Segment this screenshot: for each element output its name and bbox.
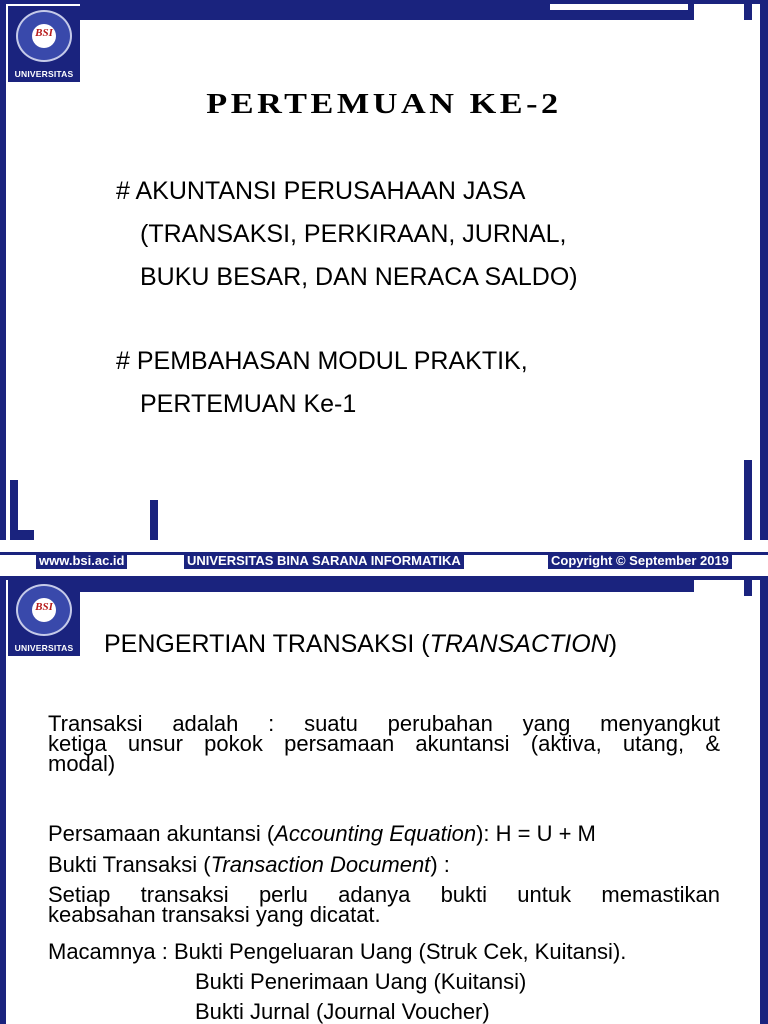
top-bar-upper (80, 4, 550, 10)
slide-footer (0, 540, 768, 572)
top-right-tick (744, 576, 752, 596)
types-label: Macamnya : (48, 939, 174, 964)
bullet-line: # AKUNTANSI PERUSAHAAN JASA (116, 177, 526, 205)
document-italic: Transaction Document (210, 852, 431, 877)
logo-seal (16, 10, 72, 62)
equation-suffix: ): H = U + M (476, 821, 596, 846)
title-italic: TRANSACTION (429, 630, 609, 658)
university-logo (8, 6, 80, 82)
right-inner-bar (744, 460, 752, 540)
slide-title: PERTEMUAN KE-2 (206, 88, 562, 120)
bottom-tick (150, 500, 158, 540)
type-item: Bukti Pengeluaran Uang (Struk Cek, Kuitansi). (173, 939, 627, 964)
left-border (0, 576, 6, 1024)
logo-caption: UNIVERSITAS (14, 643, 74, 653)
logo-seal (16, 584, 72, 636)
title-suffix: ) (608, 630, 618, 658)
paragraph-line: ketiga unsur pokok persamaan akuntansi (aktiva, utang, & (48, 731, 720, 756)
type-item: Bukti Jurnal (Journal Voucher) (195, 999, 490, 1024)
right-border (760, 576, 768, 1024)
right-border (760, 0, 768, 540)
document-prefix: Bukti Transaksi ( (48, 852, 211, 877)
title-prefix: PENGERTIAN TRANSAKSI ( (104, 630, 430, 658)
left-corner (18, 530, 34, 540)
equation-italic: Accounting Equation (274, 821, 477, 846)
types-row (48, 940, 626, 964)
bullet-akuntansi (116, 170, 578, 299)
paragraph-line: keabsahan transaksi yang dicatat. (48, 902, 381, 927)
bullet-pembahasan (116, 340, 528, 426)
top-right-tick (744, 0, 752, 20)
logo-seal-text: BSI (35, 27, 53, 39)
left-inner-bar (10, 480, 18, 540)
document-line (48, 853, 450, 877)
paragraph-line: Setiap transaksi perlu adanya bukti untuk memastikan (48, 882, 720, 907)
university-logo (8, 580, 80, 656)
bullet-line: BUKU BESAR, DAN NERACA SALDO) (140, 263, 578, 291)
bullet-line: PERTEMUAN Ke-1 (140, 390, 357, 418)
bullet-line: (TRANSAKSI, PERKIRAAN, JURNAL, (140, 220, 567, 248)
logo-caption: UNIVERSITAS (14, 69, 74, 79)
type-item: Bukti Penerimaan Uang (Kuitansi) (195, 969, 527, 994)
left-border (0, 0, 6, 540)
equation-line (48, 822, 596, 846)
evidence-paragraph (48, 882, 720, 927)
footer-copyright: Copyright © September 2019 (548, 553, 732, 569)
bullet-line: # PEMBAHASAN MODUL PRAKTIK, (116, 347, 528, 375)
equation-prefix: Persamaan akuntansi ( (48, 821, 275, 846)
footer-university: UNIVERSITAS BINA SARANA INFORMATIKA (184, 553, 464, 569)
top-bar-tick (688, 576, 694, 592)
paragraph-line: Transaksi adalah : suatu perubahan yang menyangkut (48, 711, 720, 736)
slide-title (104, 630, 617, 659)
definition-paragraph (48, 711, 720, 776)
top-bar (80, 580, 688, 592)
paragraph-line: modal) (48, 751, 116, 776)
top-bar-tick (688, 0, 694, 20)
document-suffix: ) : (430, 852, 450, 877)
top-bar (80, 10, 688, 20)
slide-2 (0, 576, 768, 1024)
footer-website[interactable]: www.bsi.ac.id (36, 553, 127, 569)
logo-seal-text: BSI (35, 601, 53, 613)
